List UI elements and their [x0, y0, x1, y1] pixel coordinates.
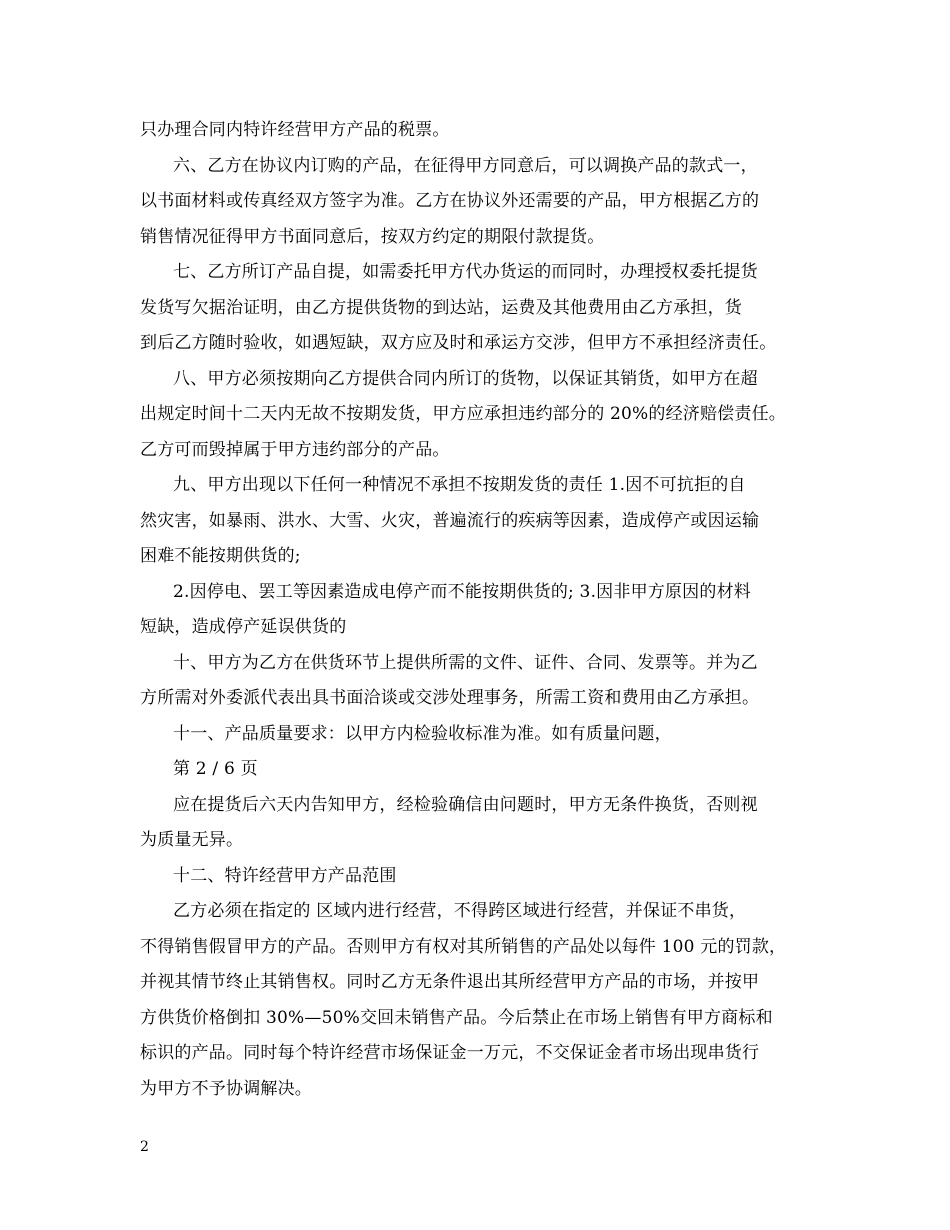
text-line: 八、甲方必须按期向乙方提供合同内所订的货物，以保证其销货，如甲方在超	[173, 368, 758, 389]
text-line: 为质量无异。	[140, 830, 244, 850]
text-line: 并视其情节终止其销售权。同时乙方无条件退出其所经营甲方产品的市场，并按甲	[140, 972, 760, 992]
text-line: 出规定时间十二天内无故不按期发货，甲方应承担违约部分的 20%的经济赔偿责任。	[140, 404, 786, 424]
text-line: 短缺，造成停产延误供货的	[140, 617, 347, 637]
text-line: 然灾害，如暴雨、洪水、大雪、火灾，普遍流行的疾病等因素，造成停产或因运输	[140, 510, 760, 531]
text-line: 十、甲方为乙方在供货环节上提供所需的文件、证件、合同、发票等。并为乙	[173, 652, 758, 673]
text-line: 七、乙方所订产品自提，如需委托甲方代办货运的而同时，办理授权委托提货	[173, 262, 758, 282]
text-line: 九、甲方出现以下任何一种情况不承担不按期发货的责任 1.因不可抗拒的自	[173, 475, 746, 495]
text-line: 只办理合同内特许经营甲方产品的税票。	[140, 120, 450, 140]
text-line: 乙方必须在指定的 区域内进行经营，不得跨区域进行经营，并保证不串货，	[173, 901, 747, 921]
page-marker: 第 2 / 6 页	[173, 759, 258, 779]
text-line: 以书面材料或传真经双方签字为准。乙方在协议外还需要的产品，甲方根据乙方的	[140, 191, 760, 211]
text-line: 方供货价格倒扣 30%—50%交回未销售产品。今后禁止在市场上销售有甲方商标和	[140, 1007, 773, 1028]
text-line: 六、乙方在协议内订购的产品，在征得甲方同意后，可以调换产品的款式一，	[173, 155, 758, 176]
page-number: 2	[140, 1139, 149, 1155]
text-line: 方所需对外委派代表出具书面洽谈或交涉处理事务，所需工资和费用由乙方承担。	[140, 688, 760, 708]
text-line: 到后乙方随时验收，如遇短缺，双方应及时和承运方交涉，但甲方不承担经济责任。	[140, 333, 777, 353]
document-body	[140, 113, 830, 1107]
text-line: 发货写欠据治证明，由乙方提供货物的到达站，运费及其他费用由乙方承担，货	[140, 297, 742, 318]
text-line: 不得销售假冒甲方的产品。否则甲方有权对其所销售的产品处以每件 100 元的罚款，	[140, 936, 787, 957]
text-line: 乙方可而毁掉属于甲方违约部分的产品。	[140, 439, 450, 460]
text-line: 十一、产品质量要求：以甲方内检验收标准为准。如有质量问题，	[173, 723, 672, 744]
text-line: 困难不能按期供货的;	[140, 546, 301, 566]
text-line: 2.因停电、罢工等因素造成电停产而不能按期供货的; 3.因非甲方原因的材料	[173, 581, 751, 602]
text-line: 标识的产品。同时每个特许经营市场保证金一万元，不交保证金者市场出现串货行	[140, 1043, 760, 1063]
text-line: 销售情况征得甲方书面同意后，按双方约定的期限付款提货。	[140, 226, 605, 247]
text-line: 为甲方不予协调解决。	[140, 1078, 312, 1099]
section-heading: 十二、特许经营甲方产品范围	[173, 865, 397, 886]
text-line: 应在提货后六天内告知甲方，经检验确信由问题时，甲方无条件换货，否则视	[173, 794, 758, 815]
